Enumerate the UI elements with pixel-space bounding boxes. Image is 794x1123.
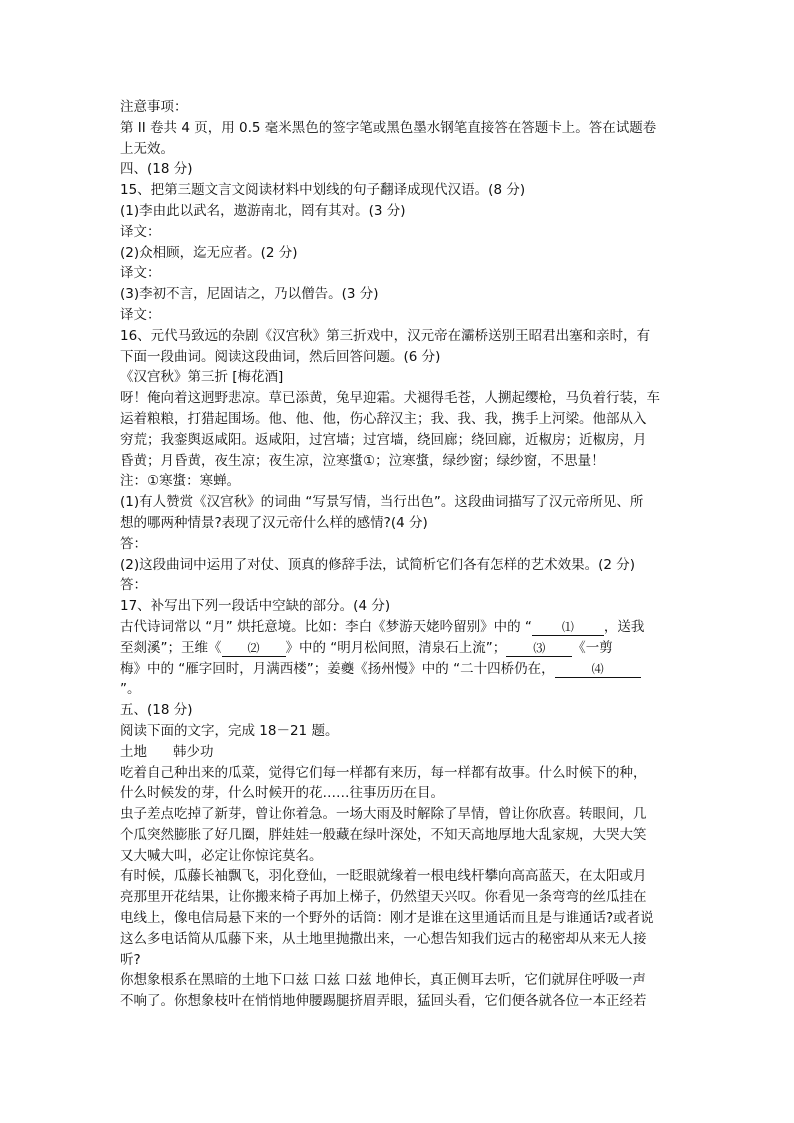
question-17-text: 至剡溪”；王维《 [120,639,222,656]
article-line: 电线上，像电信局悬下来的一个野外的话筒：刚才是谁在这里通话而且是与谁通话?或者说 [120,910,654,927]
notes-line: 上无效。 [120,140,174,157]
question-17-closing: ”。 [120,681,141,698]
question-17-line [120,659,680,680]
answer-label: 译文： [120,306,161,323]
fill-blank-4: ⑷ [555,661,641,678]
question-17-line [120,617,680,638]
notes-line: 第 II 卷共 4 页，用 0.5 毫米黑色的签字笔或黑色墨水钢笔直接答在答题卡上。答在试题卷 [120,119,657,136]
section-heading: 四、(18 分) [120,161,193,178]
question-17-text: 》中的 “明月松间照，清泉石上流”； [285,639,507,656]
article-line: 虫子差点吃掉了新芽，曾让你着急。一场大雨及时解除了旱情，曾让你欣喜。转眼间，几 [120,806,647,823]
question-16-stem: 下面一段曲词。阅读这段曲词，然后回答问题。(6 分) [120,348,441,365]
section-heading: 五、(18 分) [120,702,193,719]
question-15-item-2: (2)众相顾，迄无应者。(2 分) [120,244,298,261]
article-line: 什么时候发的芽，什么时候开的花……往事历历在目。 [120,785,444,802]
article-author: 韩少功 [173,743,214,760]
question-16-stem: 16、元代马致远的杂剧《汉宫秋》第三折戏中，汉元帝在灞桥送别王昭君出塞和亲时，有 [120,327,651,344]
answer-label: 译文： [120,265,161,282]
question-17-text: ，送我 [603,618,645,635]
answer-label: 答： [120,535,147,552]
article-header [120,742,680,763]
article-line: 不响了。你想象枝叶在悄悄地伸腰踢腿挤眉弄眼，猛回头看，它们便各就各位一本正经若 [120,993,647,1010]
question-15-item-1: (1)李由此以武名，遨游南北，罔有其对。(3 分) [120,202,406,219]
answer-label: 译文： [120,223,161,240]
article-line: 亮那里开花结果，让你搬来椅子再加上梯子，仍然望天兴叹。你看见一条弯弯的丝瓜挂在 [120,889,647,906]
article-line: 个瓜突然膨胀了好几圈，胖娃娃一般藏在绿叶深处，不知天高地厚地大乱家规，大哭大笑 [120,826,647,843]
question-17-text: 梅》中的 “雁字回时，月满西楼”；姜夔《扬州慢》中的 “二十四桥仍在， [120,660,555,677]
question-17-stem: 17、补写出下列一段话中空缺的部分。(4 分) [120,598,391,615]
poem-line: 运着粮粮，打猎起围场。他、他、他，伤心辞汉主；我、我、我，携手上河梁。他部从入 [120,410,647,427]
document-page [120,97,680,1012]
fill-blank-3: ⑶ [506,640,572,657]
notes-title: 注意事项： [120,99,188,115]
poem-line: 呀！俺向着这迥野悲凉。草已添黄，兔早迎霜。犬褪得毛苍，人搠起缨枪，马负着行装，车 [120,390,660,407]
article-line: 吃着自己种出来的瓜菜，觉得它们每一样都有来历，每一样都有故事。什么时候下的种， [120,764,647,781]
question-17-line [120,638,680,659]
question-16-sub-1: 想的哪两种情景?表现了汉元帝什么样的感情?(4 分) [120,514,428,531]
article-line: 这么多电话简从瓜藤下来，从土地里抛撒出来，一心想告知我们远古的秘密却从来无人接 [120,930,647,947]
article-title: 土地 [120,743,147,760]
question-16-sub-1: (1)有人赞赏《汉宫秋》的词曲 “写景写情，当行出色”。这段曲词描写了汉元帝所见、所 [120,494,644,511]
question-15-item-3: (3)李初不言，尼固诘之，乃以僧告。(3 分) [120,286,379,303]
poem-line: 穷荒；我銮舆返咸阳。返咸阳，过宫墙；过宫墙，绕回廊；绕回廊，近椒房；近椒房，月 [120,431,647,448]
reading-instruction: 阅读下面的文字，完成 18－21 题。 [120,722,339,739]
poem-line: 昏黄；月昏黄，夜生凉；夜生凉，泣寒螀①；泣寒螀，绿纱窗；绿纱窗，不思量！ [120,452,605,469]
question-16-sub-2: (2)这段曲词中运用了对仗、顶真的修辞手法，试简析它们各有怎样的艺术效果。(2 分) [120,556,636,573]
poem-note: 注：①寒螀：寒蝉。 [120,473,241,490]
answer-label: 答： [120,577,147,594]
poem-title: 《汉宫秋》第三折 [梅花酒] [120,369,284,386]
question-17-text: 《一剪 [572,639,613,656]
article-line: 有时候，瓜藤长袖飘飞，羽化登仙，一眨眼就缘着一根电线杆攀向高高蓝天，在太阳或月 [120,868,647,885]
article-line: 又大喊大叫，必定让你惊诧莫名。 [120,847,323,864]
article-line: 听? [120,951,141,968]
question-15-stem: 15、把第三题文言文阅读材料中划线的句子翻译成现代汉语。(8 分) [120,182,526,199]
fill-blank-2: ⑵ [222,640,286,657]
article-line: 你想象根系在黑暗的土地下口兹 口兹 口兹 地伸长，真正侧耳去听，它们就屏住呼吸一声 [120,972,646,989]
question-17-text: 古代诗词常以 “月” 烘托意境。比如：李白《梦游天姥吟留别》中的 “ [120,618,532,635]
fill-blank-1: ⑴ [532,619,604,636]
